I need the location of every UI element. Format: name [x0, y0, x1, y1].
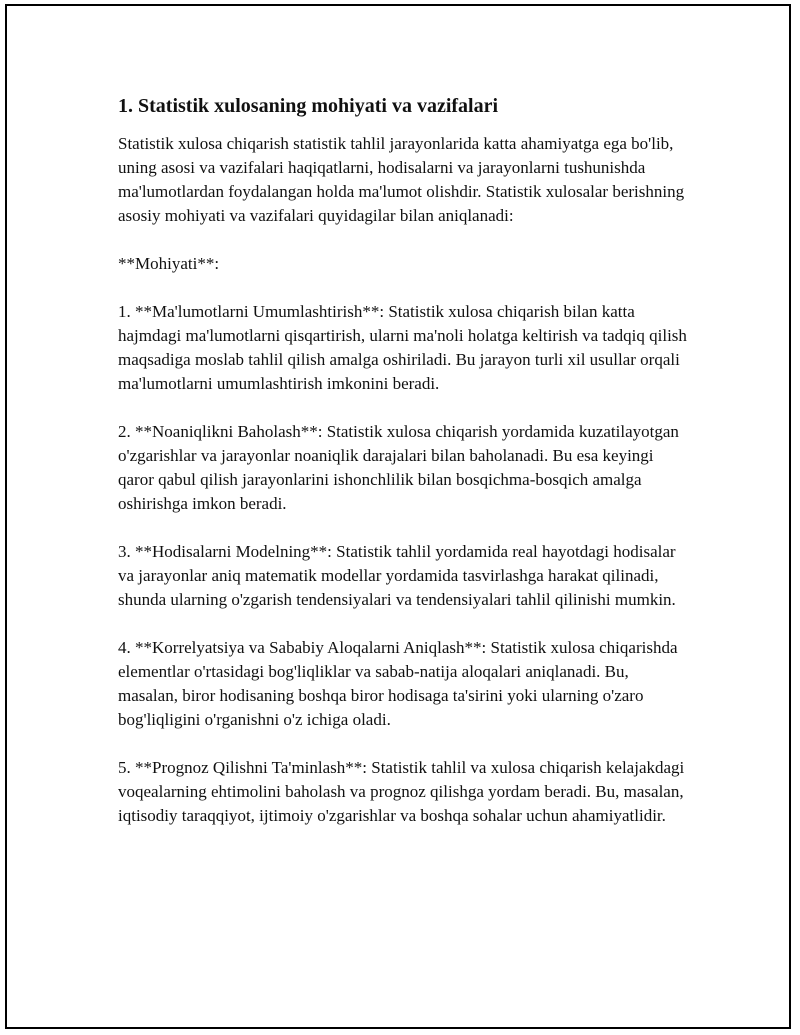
list-item-2: 2. **Noaniqlikni Baholash**: Statistik xulosa chiqarish yordamida kuzatilayotgan o'zgarishlar va jarayonlar noaniqlik darajalari bilan baholanadi. Bu esa keyingi qaror qabul qilish jarayonlarini ishonchlilik bilan bosqichma-bosqich amalga oshirishga imkon beradi. [118, 422, 679, 513]
list-item-1: 1. **Ma'lumotlarni Umumlashtirish**: Statistik xulosa chiqarish bilan katta hajmdagi ma'lumotlarni qisqartirish, ularni ma'noli holatga keltirish va tadqiq qilish maqsadiga moslab tahlil qilish amalga oshiriladi. Bu jarayon turli xil usullar orqali ma'lumotlarni umumlashtirish imkonini beradi. [118, 302, 687, 393]
subheading-mohiyati: **Mohiyati**: [118, 254, 220, 273]
list-item-5: 5. **Prognoz Qilishni Ta'minlash**: Statistik tahlil va xulosa chiqarish kelajakdagi voqealarning ehtimolini baholash va prognoz qilishga yordam beradi. Bu, masalan, iqtisodiy taraqqiyot, ijtimoiy o'zgarishlar va boshqa sohalar uchun ahamiyatlidir. [118, 758, 685, 825]
list-item-3: 3. **Hodisalarni Modelning**: Statistik tahlil yordamida real hayotdagi hodisalar va jarayonlar aniq matematik modellar yordamida tasvirlashga harakat qilinadi, shunda ularning o'zgarish tendensiyalari va tendensiyalari tahlil qilinishi mumkin. [118, 542, 676, 609]
section-heading: 1. Statistik xulosaning mohiyati va vazifalari [118, 95, 499, 117]
list-item-4: 4. **Korrelyatsiya va Sababiy Aloqalarni Aniqlash**: Statistik xulosa chiqarishda elementlar o'rtasidagi bog'liqliklar va sabab-natija aloqalari aniqlanadi. Bu, masalan, biror hodisaning boshqa biror hodisaga ta'sirini yoki ularning o'zaro bog'liqligini o'rganishni o'z ichiga oladi. [118, 638, 678, 729]
document-body [118, 92, 690, 852]
intro-paragraph: Statistik xulosa chiqarish statistik tahlil jarayonlarida katta ahamiyatga ega bo'lib, uning asosi va vazifalari haqiqatlarni, hodisalarni va jarayonlarni tushunishda ma'lumotlardan foydalangan holda ma'lumot olishdir. Statistik xulosalar berishning asosiy mohiyati va vazifalari quyidagilar bilan aniqlanadi: [118, 134, 685, 225]
